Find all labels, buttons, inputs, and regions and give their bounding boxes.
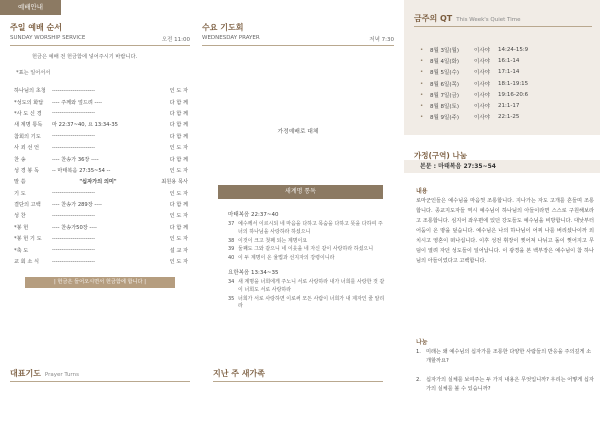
qt-date: 8월 6일(목) xyxy=(430,81,459,88)
question-text: 십자가의 실체를 보여주는 두 가지 내용은 무엇입니까? 우리는 어떻게 십자가의 실체를 볼 수 있습니까? xyxy=(426,377,594,392)
share-question xyxy=(416,376,594,394)
qt-row xyxy=(420,100,590,111)
bullet-icon: • xyxy=(420,91,424,98)
qt-range: 17:1-14 xyxy=(498,69,520,76)
qt-date: 8월 5일(수) xyxy=(430,70,459,77)
wednesday-section xyxy=(202,22,394,135)
order-item-leader: 다 함 께 xyxy=(169,133,188,140)
verse-number: 38 xyxy=(228,237,235,244)
order-row xyxy=(10,199,190,210)
order-item-leader: 인 도 자 xyxy=(169,88,188,95)
order-item-name: *봉 헌 xyxy=(14,224,29,231)
wednesday-subtitle: WEDNESDAY PRAYER xyxy=(202,35,260,41)
order-item-name: 새 계명 통독 xyxy=(14,122,43,129)
new-commandment-verses xyxy=(228,205,386,312)
order-item-leader: 인 도 자 xyxy=(169,259,188,266)
qt-date: 8월 7일(금) xyxy=(430,92,459,99)
qt-subtitle: This Week's Quiet Time xyxy=(456,17,521,23)
verse-number: 34 xyxy=(228,278,235,285)
order-item-detail: 마 22:37~40, 요 13:34-35 xyxy=(52,122,118,129)
verse-text: 이것이 크고 첫째 되는 계명이요 xyxy=(238,237,308,244)
worship-subtitle-row xyxy=(10,35,190,46)
bullet-icon: • xyxy=(420,103,424,110)
order-item-name: 참회의 기도 xyxy=(14,133,41,140)
wednesday-subtitle-row xyxy=(202,35,394,46)
order-row xyxy=(10,244,190,255)
verse-number: 40 xyxy=(228,255,235,262)
qt-range: 14:24-15:9 xyxy=(498,46,529,53)
bullet-icon: • xyxy=(420,69,424,76)
order-item-detail: "십자가의 의미" xyxy=(79,179,117,186)
order-item-detail: ---- 찬송가50장 ---- xyxy=(52,224,97,231)
order-row xyxy=(10,222,190,233)
order-row xyxy=(10,85,190,96)
verse-reference: 요한복음 13:34~35 xyxy=(228,269,279,276)
order-item-name: 기 도 xyxy=(14,190,26,197)
order-item-detail: ---- 찬송가 36장 ---- xyxy=(52,156,99,163)
order-item-name: 성 경 봉 독 xyxy=(14,167,39,174)
order-item-leader: 인 도 자 xyxy=(169,167,188,174)
qt-title xyxy=(414,13,521,24)
verse-text: 너희가 서로 사랑하면 이로써 모든 사람이 너희가 내 제자인 줄 알리라 xyxy=(238,295,385,310)
order-item-name: 교 회 소 식 xyxy=(14,259,39,266)
prayer-turns-label: 대표기도 xyxy=(10,369,41,378)
order-item-name: 찬 송 xyxy=(14,156,26,163)
order-row xyxy=(10,256,190,267)
qt-title-label: 금주의 QT xyxy=(414,14,453,23)
order-item-leader: 다 함 께 xyxy=(169,156,188,163)
order-item-detail: ---- 찬송가 289장 ---- xyxy=(52,202,102,209)
order-row xyxy=(10,131,190,142)
worship-title: 주일 예배 순서 xyxy=(10,23,62,32)
order-item-leader: 설 교 자 xyxy=(169,247,188,254)
order-row xyxy=(10,188,190,199)
order-item-detail: ----------------------- xyxy=(52,133,96,140)
order-item-detail: ----------------------- xyxy=(52,110,96,117)
verse-item xyxy=(228,255,386,263)
order-item-name: 결단의 고백 xyxy=(14,202,41,209)
qt-row xyxy=(420,89,590,100)
qt-range: 18:1-19:15 xyxy=(498,80,529,87)
worship-order-section xyxy=(10,22,190,288)
verse-item xyxy=(228,238,386,246)
order-row xyxy=(10,165,190,176)
scripture-bar xyxy=(404,160,600,173)
qt-divider xyxy=(414,26,592,27)
order-item-detail: ----------------------- xyxy=(52,144,96,151)
worship-subtitle: SUNDAY WORSHIP SERVICE xyxy=(10,35,86,41)
order-item-name: 사 죄 선 언 xyxy=(14,145,39,152)
question-text: 미래는 왜 예수님의 십자가를 조롱한 다양한 사람들의 반응을 주의깊게 소개할까요? xyxy=(426,349,592,364)
qt-row xyxy=(420,55,590,66)
content-title: 내용 xyxy=(416,188,428,195)
wednesday-title: 수요 기도회 xyxy=(202,23,244,32)
standing-note: *표는 일어서서 xyxy=(16,70,51,76)
qt-row xyxy=(420,67,590,78)
order-item-detail: ----------------------- xyxy=(52,247,96,254)
order-item-leader: 인 도 자 xyxy=(169,236,188,243)
order-row xyxy=(10,108,190,119)
bullet-icon: • xyxy=(420,80,424,87)
order-item-leader: 최원용 목사 xyxy=(161,179,188,186)
qt-book: 이사야 xyxy=(474,47,490,54)
qt-date: 8월 4일(화) xyxy=(430,58,459,65)
order-item-leader: 다 함 께 xyxy=(169,110,188,117)
order-row xyxy=(10,153,190,164)
order-item-detail: -- 마태복음 27:35~54 -- xyxy=(52,167,111,174)
order-row xyxy=(10,96,190,107)
share-title: 나눔 xyxy=(416,339,428,346)
qt-book: 이사야 xyxy=(474,104,490,111)
share-questions xyxy=(416,348,594,404)
question-number: 1. xyxy=(416,349,421,355)
order-row xyxy=(10,233,190,244)
qt-book: 이사야 xyxy=(474,70,490,77)
content-text: 로마군인들은 예수님을 마음껏 조롱합니다. 지나가는 자도 고개를 흔들며 조롱합니다. 종교지도자들 역시 예수님이 하나님의 아들이라면 스스로 구원해보라고 조롱합니다. 심지어 좌우편에 있던 강도들도 예수님을 비방합니다. 대낮부터 어둠이 온 땅을 덮습니다. 예수님은 나의 하나님이 어찌 나를 버리셨나이까 외치시고 영혼이 떠나십니다. 이후 성전 휘장이 찢어져 나뉘고 돌이 찢어지고 무덤이 열려 자던 성도들이 일어납니다. 이 광경을 본 백부장은 예수님이 참 하나님의 아들이었다고 고백합니다. xyxy=(416,198,594,264)
verse-text: 새 계명을 너희에게 주노니 서로 사랑하라 내가 너희를 사랑한 것 같이 너희도 서로 사랑하라 xyxy=(238,278,385,293)
order-item-name: *성도의 화답 xyxy=(14,99,44,106)
order-item-name: 하나님의 초청 xyxy=(14,88,46,95)
order-item-name: *사 도 신 경 xyxy=(14,110,42,117)
order-row xyxy=(10,176,190,187)
order-row xyxy=(10,119,190,130)
order-item-leader: 다 함 께 xyxy=(169,202,188,209)
qt-date: 8월 3일(월) xyxy=(430,47,459,54)
worship-intro: 헌금은 예배 전 헌금함에 넣어주시기 바랍니다. xyxy=(32,54,138,60)
verse-text: 둘째도 그와 같으니 네 이웃을 네 자신 같이 사랑하라 하셨으니 xyxy=(238,246,374,253)
verse-item xyxy=(228,221,386,237)
qt-date: 8월 9일(주) xyxy=(430,115,459,122)
share-question xyxy=(416,348,594,366)
verse-item xyxy=(228,246,386,254)
order-item-leader: 다 함 께 xyxy=(169,99,188,106)
wednesday-text: 가정예배로 대체 xyxy=(277,129,319,135)
qt-row xyxy=(420,78,590,89)
week-news-title: 지난 주 새가족 xyxy=(213,368,383,382)
bullet-icon: • xyxy=(420,57,424,64)
verse-text: 예수께서 이르시되 네 마음을 다하고 목숨을 다하고 뜻을 다하여 주 너의 하나님을 사랑하라 하셨으니 xyxy=(238,221,383,235)
qt-book: 이사야 xyxy=(474,92,490,99)
order-item-leader: 인 도 자 xyxy=(169,145,188,152)
qt-row xyxy=(420,44,590,55)
order-item-name: 성 찬 xyxy=(14,213,26,220)
wednesday-time: 저녁 7:30 xyxy=(369,37,394,43)
verse-reference: 마태복음 22:37~40 xyxy=(228,212,279,218)
order-item-leader: 다 함 께 xyxy=(169,224,188,231)
qt-book: 이사야 xyxy=(474,115,490,122)
qt-row xyxy=(420,112,590,123)
qt-range: 22:1-25 xyxy=(498,114,520,121)
order-item-name: *축 도 xyxy=(14,247,29,254)
order-item-detail: ---- 주께와 엎드려 ---- xyxy=(52,99,102,106)
order-item-leader: 인 도 자 xyxy=(169,190,188,197)
verse-text: 이 두 계명이 온 율법과 선지자의 강령이니라 xyxy=(238,255,335,262)
verse-number: 39 xyxy=(228,246,235,253)
verse-number: 35 xyxy=(228,295,235,302)
order-item-detail: ----------------------- xyxy=(52,190,96,197)
verse-number: 37 xyxy=(228,221,235,227)
qt-book: 이사야 xyxy=(474,81,490,88)
order-item-detail: ----------------------- xyxy=(52,258,96,265)
scripture-label: 본문 : 마태복음 27:35~54 xyxy=(420,163,496,170)
section-tab: 예배안내 xyxy=(0,0,61,15)
new-commandment-header: 새계명 통독 xyxy=(218,185,383,199)
qt-column xyxy=(404,0,600,424)
verse-item xyxy=(228,279,386,295)
order-item-name: 말 씀 xyxy=(14,179,26,186)
qt-range: 19:16-20:6 xyxy=(498,91,529,98)
order-item-detail: ----------------------- xyxy=(52,212,96,219)
order-item-leader: 다 함 께 xyxy=(169,122,188,129)
qt-book: 이사야 xyxy=(474,58,490,65)
bullet-icon: • xyxy=(420,46,424,53)
qt-range: 16:1-14 xyxy=(498,57,520,64)
order-row xyxy=(10,142,190,153)
qt-range: 21:1-17 xyxy=(498,103,520,110)
order-row xyxy=(10,210,190,221)
prayer-turns-subtitle: Prayer Turns xyxy=(44,372,79,378)
qt-list xyxy=(420,44,590,123)
worship-time: 오전 11:00 xyxy=(161,37,190,43)
question-number: 2. xyxy=(416,377,421,383)
order-item-detail: ----------------------- xyxy=(52,87,96,94)
share-section-title: 가정(구역) 나눔 xyxy=(414,151,467,160)
prayer-turns-title xyxy=(10,368,190,382)
verse-item xyxy=(228,296,386,312)
order-item-leader: 인 도 자 xyxy=(169,213,188,220)
order-item-detail: ----------------------- xyxy=(52,235,96,242)
offering-notice: | 헌금은 들어오시면서 헌금함에 합니다 | xyxy=(25,277,175,288)
bullet-icon: • xyxy=(420,114,424,121)
order-list xyxy=(10,85,190,267)
order-item-name: *봉 헌 기 도 xyxy=(14,236,42,243)
qt-date: 8월 8일(토) xyxy=(430,104,459,111)
